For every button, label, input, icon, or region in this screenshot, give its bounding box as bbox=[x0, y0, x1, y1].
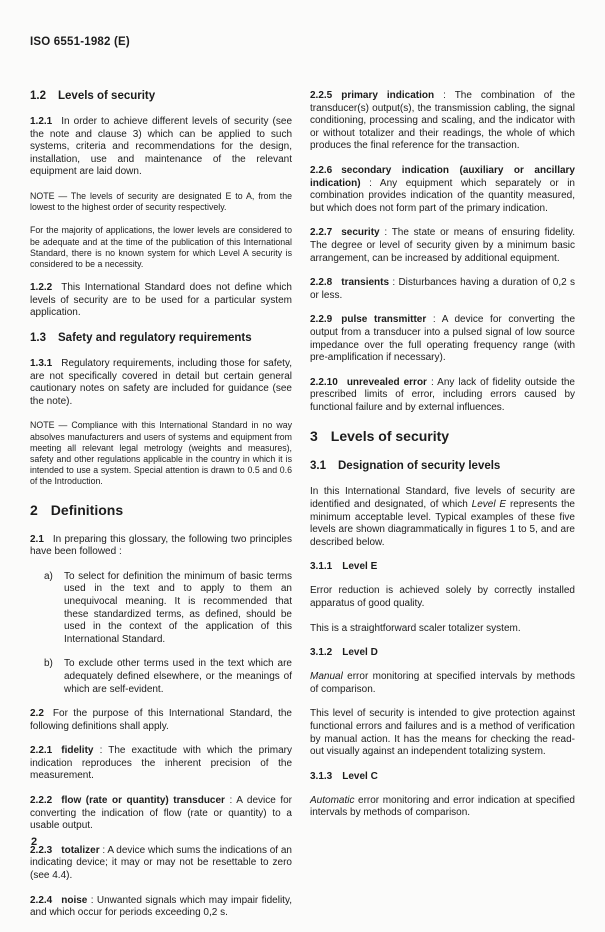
two-column-layout bbox=[30, 90, 575, 932]
paragraph-3-1 bbox=[310, 486, 575, 549]
clause-number: 2.1 bbox=[30, 533, 44, 545]
paragraph-1-2-2 bbox=[30, 282, 292, 320]
section-title: Definitions bbox=[50, 501, 124, 518]
section-heading-1-3 bbox=[30, 332, 292, 344]
term-text: : A device which sums the indications of an indicating device; it may or may not be resettable to zero (see 4.4). bbox=[30, 844, 292, 882]
term-name: unrevealed error bbox=[346, 376, 427, 388]
section-number: 3 bbox=[310, 428, 318, 445]
term-number: 2.2.5 bbox=[310, 90, 333, 101]
paragraph-level-d-2: This level of security is intended to give protection against functional errors and failures and is a method of verification by manual action. It has the means for checking the read-out visually against an independent totalizing system. bbox=[310, 708, 575, 758]
paragraph-text: error monitoring and error indication at specified intervals by methods of comparison. bbox=[310, 794, 575, 819]
term-definition-2-2-8 bbox=[310, 277, 575, 302]
section-heading-3 bbox=[310, 428, 575, 444]
section-number: 3.1.3 bbox=[310, 770, 333, 782]
term-text: : Unwanted signals which may impair fidelity, and which occur for periods exceeding 0,2 s. bbox=[30, 894, 292, 919]
term-number: 2.2.1 bbox=[30, 745, 53, 757]
term-name: totalizer bbox=[61, 844, 100, 856]
term-definition-2-2-6 bbox=[310, 165, 575, 215]
term-number: 2.2.2 bbox=[30, 795, 53, 807]
section-title: Designation of security levels bbox=[338, 460, 501, 473]
term-text: : Any equipment which separately or in combination provides indication of the quantity measured, but which does not form part of the primary indication. bbox=[310, 177, 575, 214]
term-number: 2.2.4 bbox=[30, 894, 53, 906]
list-item-a bbox=[30, 571, 292, 647]
paragraph-1-2-1 bbox=[30, 116, 292, 179]
term-definition-2-2-10 bbox=[310, 377, 575, 415]
clause-number: 1.2.1 bbox=[30, 116, 53, 127]
term-text: : The state or means of ensuring fidelity. The degree or level of security given by a minimum basic arrangement, can be increased by additional equipment. bbox=[310, 227, 576, 264]
list-text: To exclude other terms used in the text which are adequately defined elsewhere, or the meanings of which are self-evident. bbox=[64, 658, 292, 695]
section-number: 1.3 bbox=[30, 331, 46, 344]
section-heading-3-1 bbox=[310, 460, 575, 472]
term-definition-2-2-5 bbox=[310, 90, 575, 153]
term-number: 2.2.8 bbox=[310, 277, 333, 289]
term-name: primary indication bbox=[341, 90, 435, 101]
term-name: secondary indication (auxiliary or ancillary indication) bbox=[310, 164, 575, 189]
clause-text: Regulatory requirements, including those for safety, are not specifically covered in detail but certain general cautionary notes on safety are included for guidance (see the note). bbox=[30, 357, 292, 407]
list-label: a) bbox=[44, 570, 53, 582]
paragraph-text: error monitoring at specified intervals by methods of comparison. bbox=[310, 671, 575, 695]
section-heading-3-1-3 bbox=[310, 771, 575, 782]
term-text: : A device for converting the output from a transducer into a pulsed signal of low source impedance over the full operating frequency range (with pre-amplification if necessary). bbox=[310, 314, 576, 364]
term-name: noise bbox=[61, 894, 88, 906]
term-name: fidelity bbox=[61, 745, 94, 757]
term-number: 2.2.6 bbox=[310, 164, 333, 176]
paragraph-level-d-1 bbox=[310, 671, 575, 696]
list-label: b) bbox=[44, 658, 53, 670]
term-definition-2-2-2 bbox=[30, 795, 292, 833]
term-definition-2-2-9 bbox=[310, 314, 575, 364]
paragraph-2-2 bbox=[30, 708, 292, 733]
emphasized-text: Level E bbox=[471, 499, 507, 511]
emphasized-text: Manual bbox=[310, 671, 343, 683]
section-number: 3.1.2 bbox=[310, 647, 333, 659]
section-title: Levels of security bbox=[58, 90, 156, 102]
clause-text: In preparing this glossary, the following two principles have been followed : bbox=[30, 533, 292, 558]
section-heading-1-2 bbox=[30, 90, 292, 102]
clause-number: 1.3.1 bbox=[30, 357, 53, 369]
paragraph-text: represents the minimum acceptable level. Typical examples of these five levels are shown diagrammatically in figures 1 to 5, and are described below. bbox=[310, 499, 575, 548]
section-number: 1.2 bbox=[30, 90, 46, 102]
section-title: Levels of security bbox=[330, 428, 450, 445]
term-text: : The exactitude with which the primary indication reproduces the inherent precision of the measurement. bbox=[30, 745, 293, 782]
term-text: : Any lack of fidelity outside the prescribed limits of error, including errors caused by functional failure and by external influences. bbox=[310, 376, 575, 413]
term-definition-2-2-3 bbox=[30, 845, 292, 883]
note-paragraph: NOTE — The levels of security are designated E to A, from the lowest to the highest order of security respectively. bbox=[30, 190, 292, 213]
section-title: Safety and regulatory requirements bbox=[58, 331, 252, 344]
section-number: 2 bbox=[30, 501, 38, 518]
emphasized-text: Automatic bbox=[310, 794, 355, 806]
list-text: To select for definition the minimum of basic terms used in the text and to apply to them an unequivocal meaning. It is recommended that these standardized terms, as defined, should be used in the context of the application of this International Standard. bbox=[64, 570, 292, 645]
term-name: security bbox=[341, 227, 380, 239]
term-name: flow (rate or quantity) transducer bbox=[61, 795, 225, 807]
note-paragraph-continuation: For the majority of applications, the lower levels are considered to be adequate and at the time of the publication of this International Standard, there is no known system for which Level A security is considered to be a necessity. bbox=[30, 225, 292, 269]
term-definition-2-2-7 bbox=[310, 227, 575, 265]
term-definition-2-2-1 bbox=[30, 745, 292, 783]
paragraph-level-c-1 bbox=[310, 795, 575, 820]
paragraph-text: In this International Standard, five levels of security are identified and designated, of which bbox=[310, 486, 575, 511]
section-heading-2 bbox=[30, 502, 292, 518]
term-text: : A device for converting the indication of flow (rate or quantity) to a usable output. bbox=[30, 795, 292, 832]
section-number: 3.1 bbox=[310, 460, 326, 473]
term-number: 2.2.10 bbox=[310, 376, 338, 388]
term-name: transients bbox=[341, 277, 390, 289]
page-number: 2 bbox=[31, 836, 38, 848]
section-heading-3-1-1 bbox=[310, 561, 575, 572]
left-column bbox=[30, 90, 292, 932]
term-text: : Disturbances having a duration of 0,2 s or less. bbox=[310, 277, 576, 301]
section-number: 3.1.1 bbox=[310, 561, 333, 573]
right-column bbox=[310, 90, 575, 932]
paragraph-2-1 bbox=[30, 534, 292, 559]
clause-text: This International Standard does not define which levels of security are to be used for a particular system application. bbox=[30, 282, 292, 319]
clause-text: For the purpose of this International Standard, the following definitions shall apply. bbox=[30, 708, 292, 732]
paragraph-1-3-1 bbox=[30, 358, 292, 408]
term-name: pulse transmitter bbox=[341, 314, 427, 326]
clause-text: In order to achieve different levels of security (see the note and clause 3) which can be applied to such systems, criteria and recommendations for the design, installation, use and maintenance of the relevant equipment are laid down. bbox=[30, 116, 292, 178]
term-number: 2.2.3 bbox=[30, 844, 53, 856]
clause-number: 1.2.2 bbox=[30, 282, 53, 294]
paragraph-level-e-1: Error reduction is achieved solely by correctly installed apparatus of good quality. bbox=[310, 585, 575, 610]
section-title: Level C bbox=[342, 770, 378, 782]
section-heading-3-1-2 bbox=[310, 647, 575, 658]
list-item-b bbox=[30, 658, 292, 696]
clause-number: 2.2 bbox=[30, 708, 44, 720]
section-title: Level E bbox=[342, 561, 378, 573]
term-text: : The combination of the transducer(s) output(s), the transmission cabling, the signal conditioning, processing and scaling, and the indicator with or without totalizer and their readings, the whole of which produces the final reference for the transaction. bbox=[310, 90, 576, 152]
term-definition-2-2-4 bbox=[30, 895, 292, 920]
section-title: Level D bbox=[342, 647, 378, 659]
term-number: 2.2.7 bbox=[310, 227, 333, 239]
note-paragraph: NOTE — Compliance with this International Standard in no way absolves manufacturers and users of systems and equipment from meeting all relevant legal metrology (weights and measures), safety and other regulations applicable in the country in which it is intended to use a system. Special attention is drawn to 0.5 and 0.6 of the Introduction. bbox=[30, 420, 292, 487]
standard-reference: ISO 6551-1982 (E) bbox=[30, 36, 130, 48]
paragraph-level-e-2: This is a straightforward scaler totalizer system. bbox=[310, 622, 521, 634]
term-number: 2.2.9 bbox=[310, 314, 333, 326]
